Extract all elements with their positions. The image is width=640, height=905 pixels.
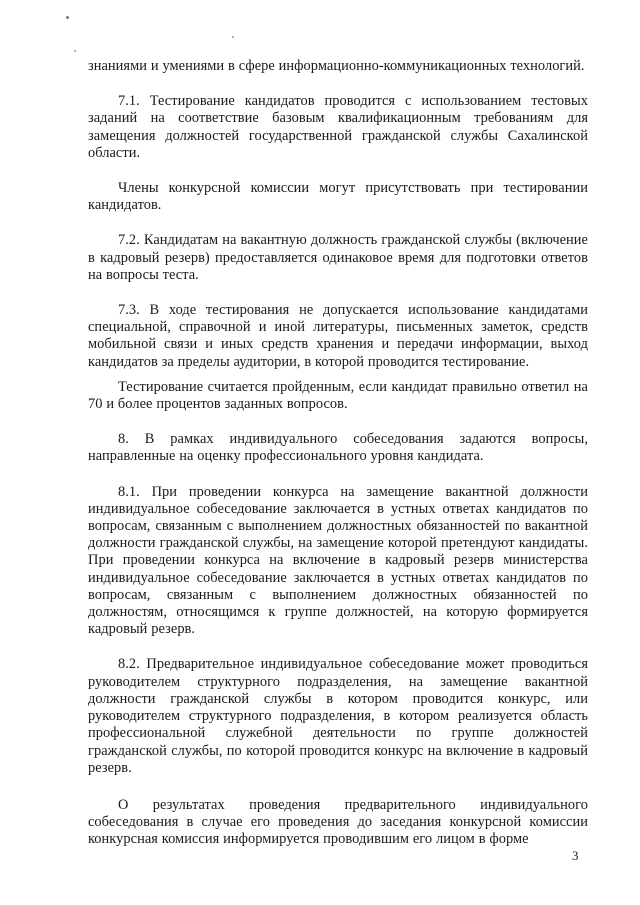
paragraph-8-interview: 8. В рамках индивидуального собеседования задаются вопросы, направленные на оценку профессионального уровня кандидата. bbox=[88, 431, 588, 465]
paragraph-7-1-testing: 7.1. Тестирование кандидатов проводится с использованием тестовых заданий на соответствие базовым квалификационным требованиям для замещения должностей государственной гражданской службы Сахалинской области. bbox=[88, 93, 588, 161]
paragraph-7-2-equal-time: 7.2. Кандидатам на вакантную должность гражданской службы (включение в кадровый резерв) предоставляется одинаковое время для подготовки ответов на вопросы теста. bbox=[88, 232, 588, 283]
paragraph-7-3-restrictions: 7.3. В ходе тестирования не допускается использование кандидатами специальной, справочной и иной литературы, письменных заметок, средств мобильной связи и иных средств хранения и передачи информации, выход кандидатов за пределы аудитории, в которой проводится тестирование. bbox=[88, 302, 588, 370]
page-number: 3 bbox=[572, 848, 579, 863]
document-body bbox=[88, 58, 588, 849]
paragraph-ict-skills-continuation: знаниями и умениями в сфере информационно-коммуникационных технологий. bbox=[88, 58, 585, 74]
paragraph-commission-members-attendance: Члены конкурсной комиссии могут присутствовать при тестировании кандидатов. bbox=[88, 180, 588, 214]
paragraph-preliminary-results: О результатах проведения предварительного индивидуального собеседования в случае его проведения до заседания конкурсной комиссии конкурсная комиссия информируется проводившим его лицом в форме bbox=[88, 796, 588, 848]
scan-speck bbox=[232, 36, 234, 38]
paragraph-test-passed-threshold: Тестирование считается пройденным, если кандидат правильно ответил на 70 и более процентов заданных вопросов. bbox=[88, 378, 588, 413]
scan-speck bbox=[74, 50, 76, 52]
scan-speck bbox=[66, 16, 69, 19]
paragraph-8-2-preliminary-interview: 8.2. Предварительное индивидуальное собеседование может проводиться руководителем структурного подразделения, на замещение вакантной должности гражданской службы в котором проводится конкурс, или руководителем структурного подразделения, в котором реализуется область профессиональной служебной деятельности по группе должностей гражданской службы, по которой проводится конкурс на включение в кадровый резерв. bbox=[88, 656, 588, 776]
paragraph-8-1-interview-vacancy: 8.1. При проведении конкурса на замещение вакантной должности индивидуальное собеседование заключается в устных ответах кандидатов по вопросам, связанным с выполнением должностных обязанностей по вакантной должности гражданской службы, на замещение которой претендуют кандидаты. При проведении конкурса на включение в кадровый резерв министерства индивидуальное собеседование заключается в устных ответах кандидатов по вопросам, связанным с выполнением должностных обязанностей по должностям, относящимся к группе должностей, на которую формируется кадровый резерв. bbox=[88, 483, 588, 638]
